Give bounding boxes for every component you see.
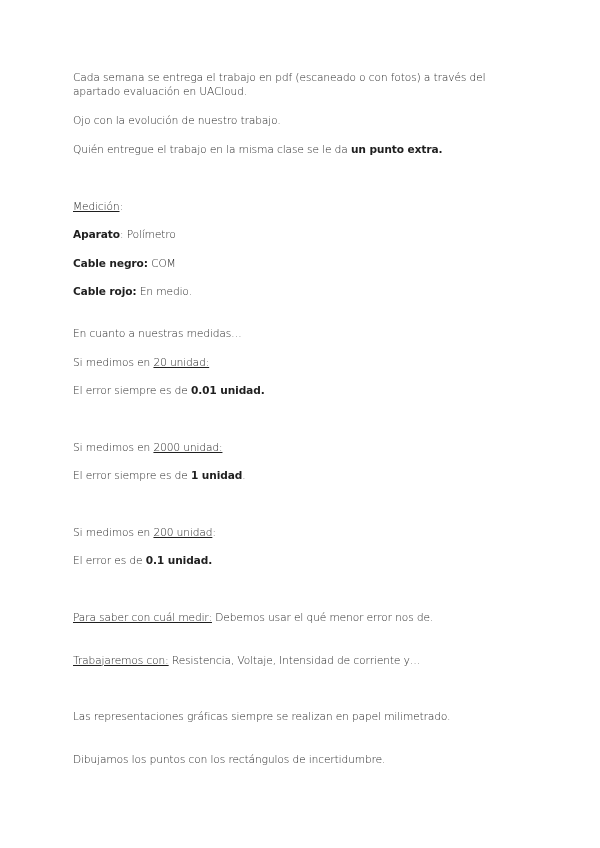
err2000-value: 1 unidad: [190, 470, 243, 482]
si20-line: [73, 356, 543, 370]
cable-rojo-value: En medio.: [136, 286, 192, 298]
err200-value: 0.1 unidad.: [145, 555, 213, 567]
err20-pre: El error siempre es de: [73, 385, 191, 397]
medidas-intro: [73, 327, 543, 341]
cable-rojo-label: Cable rojo:: [73, 286, 137, 298]
err20-value: 0.01 unidad.: [190, 385, 265, 397]
si20-pre: Si medimos en: [73, 357, 154, 369]
si200-line: [73, 526, 543, 540]
err2000-pre: El error siempre es de: [73, 470, 191, 482]
si2000-pre: Si medimos en: [73, 442, 154, 454]
si20-unit: 20 unidad:: [153, 357, 210, 369]
intro-text-3: Ojo con la evolución de nuestro trabajo.: [73, 115, 281, 127]
trabajar-line: [73, 654, 543, 668]
cable-negro-value: COM: [147, 258, 176, 270]
si200-post: :: [212, 527, 216, 539]
intro-line-3: [73, 114, 543, 128]
err200-line: [73, 554, 543, 568]
medidas-intro-text: En cuanto a nuestras medidas…: [73, 328, 242, 340]
graficas-text-1: Las representaciones gráficas siempre se realizan en papel milimetrado.: [73, 711, 451, 723]
intro-text-2: apartado evaluación en UACloud.: [73, 86, 247, 98]
cable-rojo-line: [73, 285, 543, 299]
saber-label: Para saber con cuál medir:: [73, 612, 212, 624]
err2000-post: .: [242, 470, 246, 482]
err2000-line: [73, 469, 543, 483]
aparato-line: [73, 228, 543, 242]
saber-line: [73, 611, 543, 625]
trabajar-label: Trabajaremos con:: [73, 655, 169, 667]
si2000-unit: 2000 unidad:: [153, 442, 223, 454]
trabajar-text: Resistencia, Voltaje, Intensidad de corriente y…: [168, 655, 421, 667]
err20-line: [73, 384, 543, 398]
intro-text-1: Cada semana se entrega el trabajo en pdf (escaneado o con fotos) a través del: [73, 72, 486, 84]
intro-line-1: [73, 71, 543, 85]
saber-text: Debemos usar el qué menor error nos de.: [211, 612, 434, 624]
graficas-line-2: [73, 753, 543, 767]
si2000-line: [73, 441, 543, 455]
cable-negro-line: [73, 257, 543, 271]
aparato-value: : Polímetro: [119, 229, 176, 241]
cable-negro-label: Cable negro:: [73, 258, 148, 270]
aparato-label: Aparato: [73, 229, 120, 241]
err200-pre: El error es de: [73, 555, 146, 567]
extra-point-text: un punto extra.: [350, 144, 443, 156]
medicion-title: Medición: [73, 201, 120, 213]
intro-text-4: Quién entregue el trabajo en la misma clase se le da: [73, 144, 351, 156]
intro-line-2: [73, 85, 543, 99]
graficas-line-1: [73, 710, 543, 724]
medicion-heading: [73, 200, 543, 214]
medicion-title-suffix: :: [119, 201, 123, 213]
graficas-text-2: Dibujamos los puntos con los rectángulos de incertidumbre.: [73, 754, 386, 766]
intro-line-4: [73, 143, 543, 157]
si200-pre: Si medimos en: [73, 527, 154, 539]
si200-unit: 200 unidad: [153, 527, 213, 539]
